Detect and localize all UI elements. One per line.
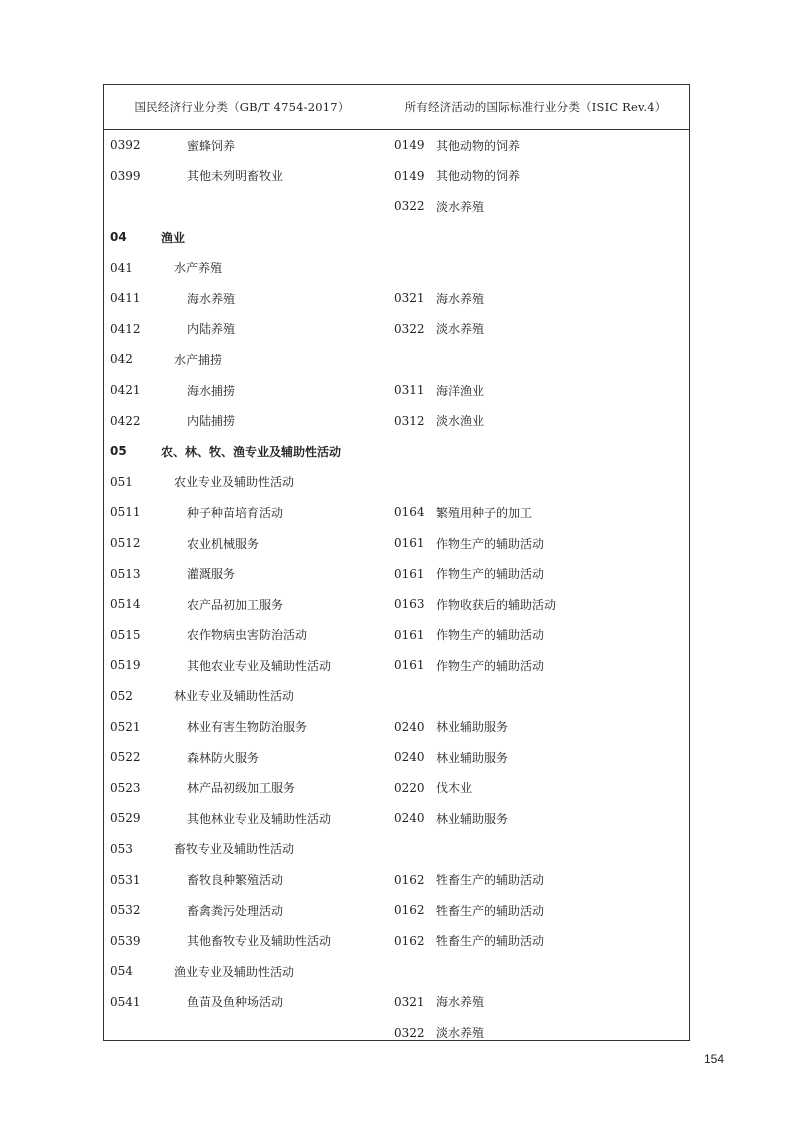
gbt-name-text: 其他林业专业及辅助性活动 bbox=[187, 811, 332, 826]
gbt-code-text: 0513 bbox=[110, 566, 141, 581]
table-row bbox=[103, 467, 690, 498]
gbt-name bbox=[151, 742, 381, 773]
table-row bbox=[103, 650, 690, 681]
isic-name bbox=[431, 375, 690, 406]
gbt-name-text: 畜牧良种繁殖活动 bbox=[187, 873, 284, 888]
table-row bbox=[103, 864, 690, 895]
isic-code-text: 0161 bbox=[394, 658, 425, 673]
table-row bbox=[103, 620, 690, 651]
isic-name-text: 林业辅助服务 bbox=[436, 811, 509, 826]
isic-code bbox=[381, 925, 431, 956]
gbt-code-text: 0515 bbox=[110, 627, 141, 642]
table-row bbox=[103, 191, 690, 222]
isic-name bbox=[431, 314, 690, 345]
isic-code bbox=[381, 895, 431, 926]
isic-code bbox=[381, 467, 431, 498]
isic-name bbox=[431, 681, 690, 712]
gbt-name bbox=[151, 803, 381, 834]
gbt-name bbox=[151, 283, 381, 314]
gbt-code-text: 0421 bbox=[110, 383, 141, 398]
gbt-code-text: 052 bbox=[110, 688, 133, 703]
table-row bbox=[103, 895, 690, 926]
isic-name bbox=[431, 895, 690, 926]
gbt-code bbox=[103, 375, 151, 406]
isic-name-text: 牲畜生产的辅助活动 bbox=[436, 903, 545, 918]
gbt-code bbox=[103, 956, 151, 987]
gbt-name-text: 农产品初加工服务 bbox=[187, 597, 284, 612]
isic-name-text: 繁殖用种子的加工 bbox=[436, 505, 533, 520]
gbt-code bbox=[103, 497, 151, 528]
isic-code-text: 0162 bbox=[394, 933, 425, 948]
gbt-name-text: 其他农业专业及辅助性活动 bbox=[187, 658, 332, 673]
gbt-code-text: 0529 bbox=[110, 811, 141, 826]
gbt-code-text: 0519 bbox=[110, 658, 141, 673]
isic-code-text: 0162 bbox=[394, 872, 425, 887]
gbt-name bbox=[151, 130, 381, 161]
gbt-code bbox=[103, 620, 151, 651]
table-row bbox=[103, 956, 690, 987]
gbt-code-text: 0392 bbox=[110, 138, 141, 153]
isic-code-text: 0161 bbox=[394, 536, 425, 551]
gbt-name-text: 海水捕捞 bbox=[187, 383, 236, 398]
isic-code bbox=[381, 130, 431, 161]
isic-code-text: 0240 bbox=[394, 750, 425, 765]
table-row bbox=[103, 405, 690, 436]
gbt-name-text: 水产捕捞 bbox=[174, 352, 223, 367]
isic-name bbox=[431, 191, 690, 222]
isic-code bbox=[381, 497, 431, 528]
gbt-name-text: 农业专业及辅助性活动 bbox=[174, 475, 295, 490]
gbt-code-text: 0521 bbox=[110, 719, 141, 734]
gbt-name bbox=[151, 620, 381, 651]
gbt-code-text: 0422 bbox=[110, 413, 141, 428]
gbt-name bbox=[151, 987, 381, 1018]
gbt-code bbox=[103, 742, 151, 773]
gbt-name-text: 林产品初级加工服务 bbox=[187, 781, 296, 796]
table-row bbox=[103, 558, 690, 589]
gbt-code-text: 042 bbox=[110, 352, 133, 367]
isic-code bbox=[381, 681, 431, 712]
gbt-name-text: 灌溉服务 bbox=[187, 567, 236, 582]
isic-name bbox=[431, 497, 690, 528]
isic-name bbox=[431, 987, 690, 1018]
gbt-code bbox=[103, 252, 151, 283]
gbt-code bbox=[103, 283, 151, 314]
isic-name-text: 作物生产的辅助活动 bbox=[436, 567, 545, 582]
gbt-code-text: 0399 bbox=[110, 168, 141, 183]
gbt-name bbox=[151, 589, 381, 620]
isic-name bbox=[431, 436, 690, 467]
gbt-name-text: 林业专业及辅助性活动 bbox=[174, 689, 295, 704]
isic-code-text: 0149 bbox=[394, 138, 425, 153]
gbt-code bbox=[103, 895, 151, 926]
gbt-name bbox=[151, 436, 381, 467]
isic-code bbox=[381, 375, 431, 406]
gbt-name-text: 畜禽粪污处理活动 bbox=[187, 903, 284, 918]
isic-name bbox=[431, 222, 690, 253]
isic-name bbox=[431, 252, 690, 283]
gbt-code bbox=[103, 864, 151, 895]
table-row bbox=[103, 742, 690, 773]
gbt-name bbox=[151, 681, 381, 712]
header-isic: 所有经济活动的国际标准行业分类（ISIC Rev.4） bbox=[381, 84, 690, 130]
gbt-name-text: 内陆养殖 bbox=[187, 322, 236, 337]
gbt-code bbox=[103, 467, 151, 498]
isic-name-text: 淡水养殖 bbox=[436, 1026, 485, 1041]
table-row bbox=[103, 252, 690, 283]
isic-name bbox=[431, 283, 690, 314]
gbt-code bbox=[103, 161, 151, 192]
table-row bbox=[103, 344, 690, 375]
gbt-code bbox=[103, 344, 151, 375]
gbt-code-text: 0512 bbox=[110, 536, 141, 551]
gbt-name-text: 农、林、牧、渔专业及辅助性活动 bbox=[161, 444, 342, 459]
isic-name bbox=[431, 803, 690, 834]
isic-code-text: 0220 bbox=[394, 780, 425, 795]
gbt-name-text: 畜牧专业及辅助性活动 bbox=[174, 842, 295, 857]
isic-name-text: 林业辅助服务 bbox=[436, 750, 509, 765]
gbt-code bbox=[103, 650, 151, 681]
table-row bbox=[103, 772, 690, 803]
gbt-code-text: 0531 bbox=[110, 872, 141, 887]
isic-code-text: 0322 bbox=[394, 199, 425, 214]
gbt-name-text: 蜜蜂饲养 bbox=[187, 138, 236, 153]
gbt-name bbox=[151, 344, 381, 375]
table-row bbox=[103, 436, 690, 467]
table-header-row bbox=[103, 84, 690, 130]
gbt-name bbox=[151, 161, 381, 192]
gbt-name-text: 种子种苗培育活动 bbox=[187, 505, 284, 520]
table-row bbox=[103, 314, 690, 345]
isic-code bbox=[381, 222, 431, 253]
gbt-name bbox=[151, 528, 381, 559]
isic-name-text: 作物收获后的辅助活动 bbox=[436, 597, 557, 612]
gbt-code-text: 05 bbox=[110, 444, 127, 459]
isic-name bbox=[431, 742, 690, 773]
isic-name bbox=[431, 650, 690, 681]
isic-code-text: 0164 bbox=[394, 505, 425, 520]
isic-name bbox=[431, 834, 690, 865]
gbt-code bbox=[103, 925, 151, 956]
isic-code bbox=[381, 742, 431, 773]
isic-code bbox=[381, 558, 431, 589]
isic-name bbox=[431, 467, 690, 498]
gbt-name bbox=[151, 711, 381, 742]
isic-code bbox=[381, 834, 431, 865]
gbt-code-text: 0522 bbox=[110, 750, 141, 765]
isic-name-text: 牲畜生产的辅助活动 bbox=[436, 873, 545, 888]
page-number: 154 bbox=[704, 1052, 725, 1066]
table-row bbox=[103, 375, 690, 406]
gbt-name bbox=[151, 314, 381, 345]
table-row bbox=[103, 925, 690, 956]
gbt-code bbox=[103, 834, 151, 865]
gbt-code bbox=[103, 803, 151, 834]
gbt-code-text: 0539 bbox=[110, 933, 141, 948]
isic-name-text: 海水养殖 bbox=[436, 995, 485, 1010]
gbt-name bbox=[151, 772, 381, 803]
isic-code-text: 0163 bbox=[394, 597, 425, 612]
gbt-code-text: 054 bbox=[110, 964, 133, 979]
isic-code bbox=[381, 987, 431, 1018]
gbt-name bbox=[151, 895, 381, 926]
gbt-name bbox=[151, 497, 381, 528]
isic-code bbox=[381, 252, 431, 283]
isic-name-text: 淡水渔业 bbox=[436, 414, 485, 429]
isic-name bbox=[431, 772, 690, 803]
isic-name bbox=[431, 344, 690, 375]
classification-table bbox=[103, 84, 690, 1048]
gbt-code-text: 04 bbox=[110, 230, 127, 245]
gbt-code bbox=[103, 558, 151, 589]
gbt-name-text: 渔业专业及辅助性活动 bbox=[174, 964, 295, 979]
gbt-code-text: 0411 bbox=[110, 291, 141, 306]
isic-code-text: 0321 bbox=[394, 291, 425, 306]
isic-code bbox=[381, 956, 431, 987]
isic-name bbox=[431, 1017, 690, 1048]
isic-code-text: 0149 bbox=[394, 168, 425, 183]
gbt-name bbox=[151, 956, 381, 987]
gbt-name-text: 林业有害生物防治服务 bbox=[187, 720, 308, 735]
gbt-name bbox=[151, 252, 381, 283]
isic-code bbox=[381, 803, 431, 834]
gbt-name bbox=[151, 467, 381, 498]
gbt-code bbox=[103, 314, 151, 345]
table-row bbox=[103, 834, 690, 865]
isic-code-text: 0161 bbox=[394, 566, 425, 581]
isic-code-text: 0321 bbox=[394, 994, 425, 1009]
gbt-code-text: 041 bbox=[110, 260, 133, 275]
gbt-code bbox=[103, 711, 151, 742]
gbt-name-text: 其他未列明畜牧业 bbox=[187, 169, 284, 184]
gbt-name bbox=[151, 1017, 381, 1048]
gbt-code bbox=[103, 772, 151, 803]
isic-code bbox=[381, 314, 431, 345]
isic-name-text: 其他动物的饲养 bbox=[436, 169, 521, 184]
gbt-code bbox=[103, 528, 151, 559]
isic-name bbox=[431, 711, 690, 742]
table-row bbox=[103, 681, 690, 712]
gbt-code bbox=[103, 1017, 151, 1048]
gbt-code bbox=[103, 222, 151, 253]
gbt-name-text: 农业机械服务 bbox=[187, 536, 260, 551]
gbt-name bbox=[151, 925, 381, 956]
table-row bbox=[103, 528, 690, 559]
gbt-code-text: 0514 bbox=[110, 597, 141, 612]
table-row bbox=[103, 283, 690, 314]
isic-code-text: 0161 bbox=[394, 627, 425, 642]
isic-code-text: 0322 bbox=[394, 1025, 425, 1040]
isic-code bbox=[381, 589, 431, 620]
isic-code bbox=[381, 436, 431, 467]
gbt-code-text: 0412 bbox=[110, 321, 141, 336]
gbt-name bbox=[151, 650, 381, 681]
isic-name bbox=[431, 130, 690, 161]
gbt-name-text: 农作物病虫害防治活动 bbox=[187, 628, 308, 643]
isic-name bbox=[431, 620, 690, 651]
isic-code bbox=[381, 620, 431, 651]
isic-code-text: 0240 bbox=[394, 811, 425, 826]
gbt-code bbox=[103, 405, 151, 436]
isic-name-text: 海水养殖 bbox=[436, 291, 485, 306]
isic-code bbox=[381, 405, 431, 436]
isic-name bbox=[431, 161, 690, 192]
isic-name-text: 牲畜生产的辅助活动 bbox=[436, 934, 545, 949]
gbt-code bbox=[103, 436, 151, 467]
table-row bbox=[103, 711, 690, 742]
gbt-name bbox=[151, 864, 381, 895]
gbt-code-text: 0523 bbox=[110, 780, 141, 795]
gbt-name-text bbox=[151, 199, 187, 213]
gbt-name bbox=[151, 558, 381, 589]
isic-name bbox=[431, 925, 690, 956]
isic-name-text: 作物生产的辅助活动 bbox=[436, 628, 545, 643]
gbt-name-text: 鱼苗及鱼种场活动 bbox=[187, 995, 284, 1010]
isic-name-text: 作物生产的辅助活动 bbox=[436, 658, 545, 673]
table-row bbox=[103, 161, 690, 192]
isic-code bbox=[381, 772, 431, 803]
isic-code bbox=[381, 283, 431, 314]
gbt-code bbox=[103, 191, 151, 222]
gbt-code-text: 051 bbox=[110, 474, 133, 489]
isic-name-text: 伐木业 bbox=[436, 781, 473, 796]
gbt-name-text: 水产养殖 bbox=[174, 261, 223, 276]
gbt-name-text bbox=[151, 1026, 187, 1040]
header-gbt: 国民经济行业分类（GB/T 4754-2017） bbox=[103, 84, 381, 130]
isic-name-text: 淡水养殖 bbox=[436, 199, 485, 214]
isic-code bbox=[381, 1017, 431, 1048]
isic-name bbox=[431, 956, 690, 987]
isic-code bbox=[381, 161, 431, 192]
isic-code bbox=[381, 191, 431, 222]
gbt-name bbox=[151, 834, 381, 865]
isic-name bbox=[431, 864, 690, 895]
isic-name-text: 林业辅助服务 bbox=[436, 720, 509, 735]
isic-name bbox=[431, 558, 690, 589]
gbt-name bbox=[151, 191, 381, 222]
gbt-code bbox=[103, 589, 151, 620]
isic-code-text: 0240 bbox=[394, 719, 425, 734]
isic-code bbox=[381, 650, 431, 681]
isic-name-text: 其他动物的饲养 bbox=[436, 138, 521, 153]
gbt-name bbox=[151, 375, 381, 406]
isic-name-text: 海洋渔业 bbox=[436, 383, 485, 398]
table-row bbox=[103, 803, 690, 834]
table-row bbox=[103, 497, 690, 528]
isic-code bbox=[381, 864, 431, 895]
gbt-name-text: 森林防火服务 bbox=[187, 750, 260, 765]
isic-name bbox=[431, 589, 690, 620]
gbt-code-text: 0511 bbox=[110, 505, 141, 520]
table-row bbox=[103, 987, 690, 1018]
gbt-name bbox=[151, 222, 381, 253]
isic-name-text: 作物生产的辅助活动 bbox=[436, 536, 545, 551]
isic-code bbox=[381, 344, 431, 375]
gbt-name-text: 渔业 bbox=[161, 230, 186, 245]
isic-name bbox=[431, 528, 690, 559]
table-row bbox=[103, 222, 690, 253]
isic-code bbox=[381, 528, 431, 559]
gbt-code bbox=[103, 681, 151, 712]
isic-code-text: 0311 bbox=[394, 383, 425, 398]
gbt-name-text: 其他畜牧专业及辅助性活动 bbox=[187, 934, 332, 949]
gbt-code-text: 0541 bbox=[110, 994, 141, 1009]
table-row bbox=[103, 130, 690, 161]
table-row bbox=[103, 589, 690, 620]
isic-code-text: 0162 bbox=[394, 903, 425, 918]
isic-code-text: 0322 bbox=[394, 321, 425, 336]
isic-name-text: 淡水养殖 bbox=[436, 322, 485, 337]
gbt-name-text: 海水养殖 bbox=[187, 291, 236, 306]
gbt-code-text: 0532 bbox=[110, 903, 141, 918]
table-row bbox=[103, 1017, 690, 1048]
isic-code bbox=[381, 711, 431, 742]
gbt-name bbox=[151, 405, 381, 436]
isic-name bbox=[431, 405, 690, 436]
gbt-code bbox=[103, 130, 151, 161]
gbt-code-text: 053 bbox=[110, 841, 133, 856]
gbt-name-text: 内陆捕捞 bbox=[187, 414, 236, 429]
gbt-code bbox=[103, 987, 151, 1018]
isic-code-text: 0312 bbox=[394, 413, 425, 428]
